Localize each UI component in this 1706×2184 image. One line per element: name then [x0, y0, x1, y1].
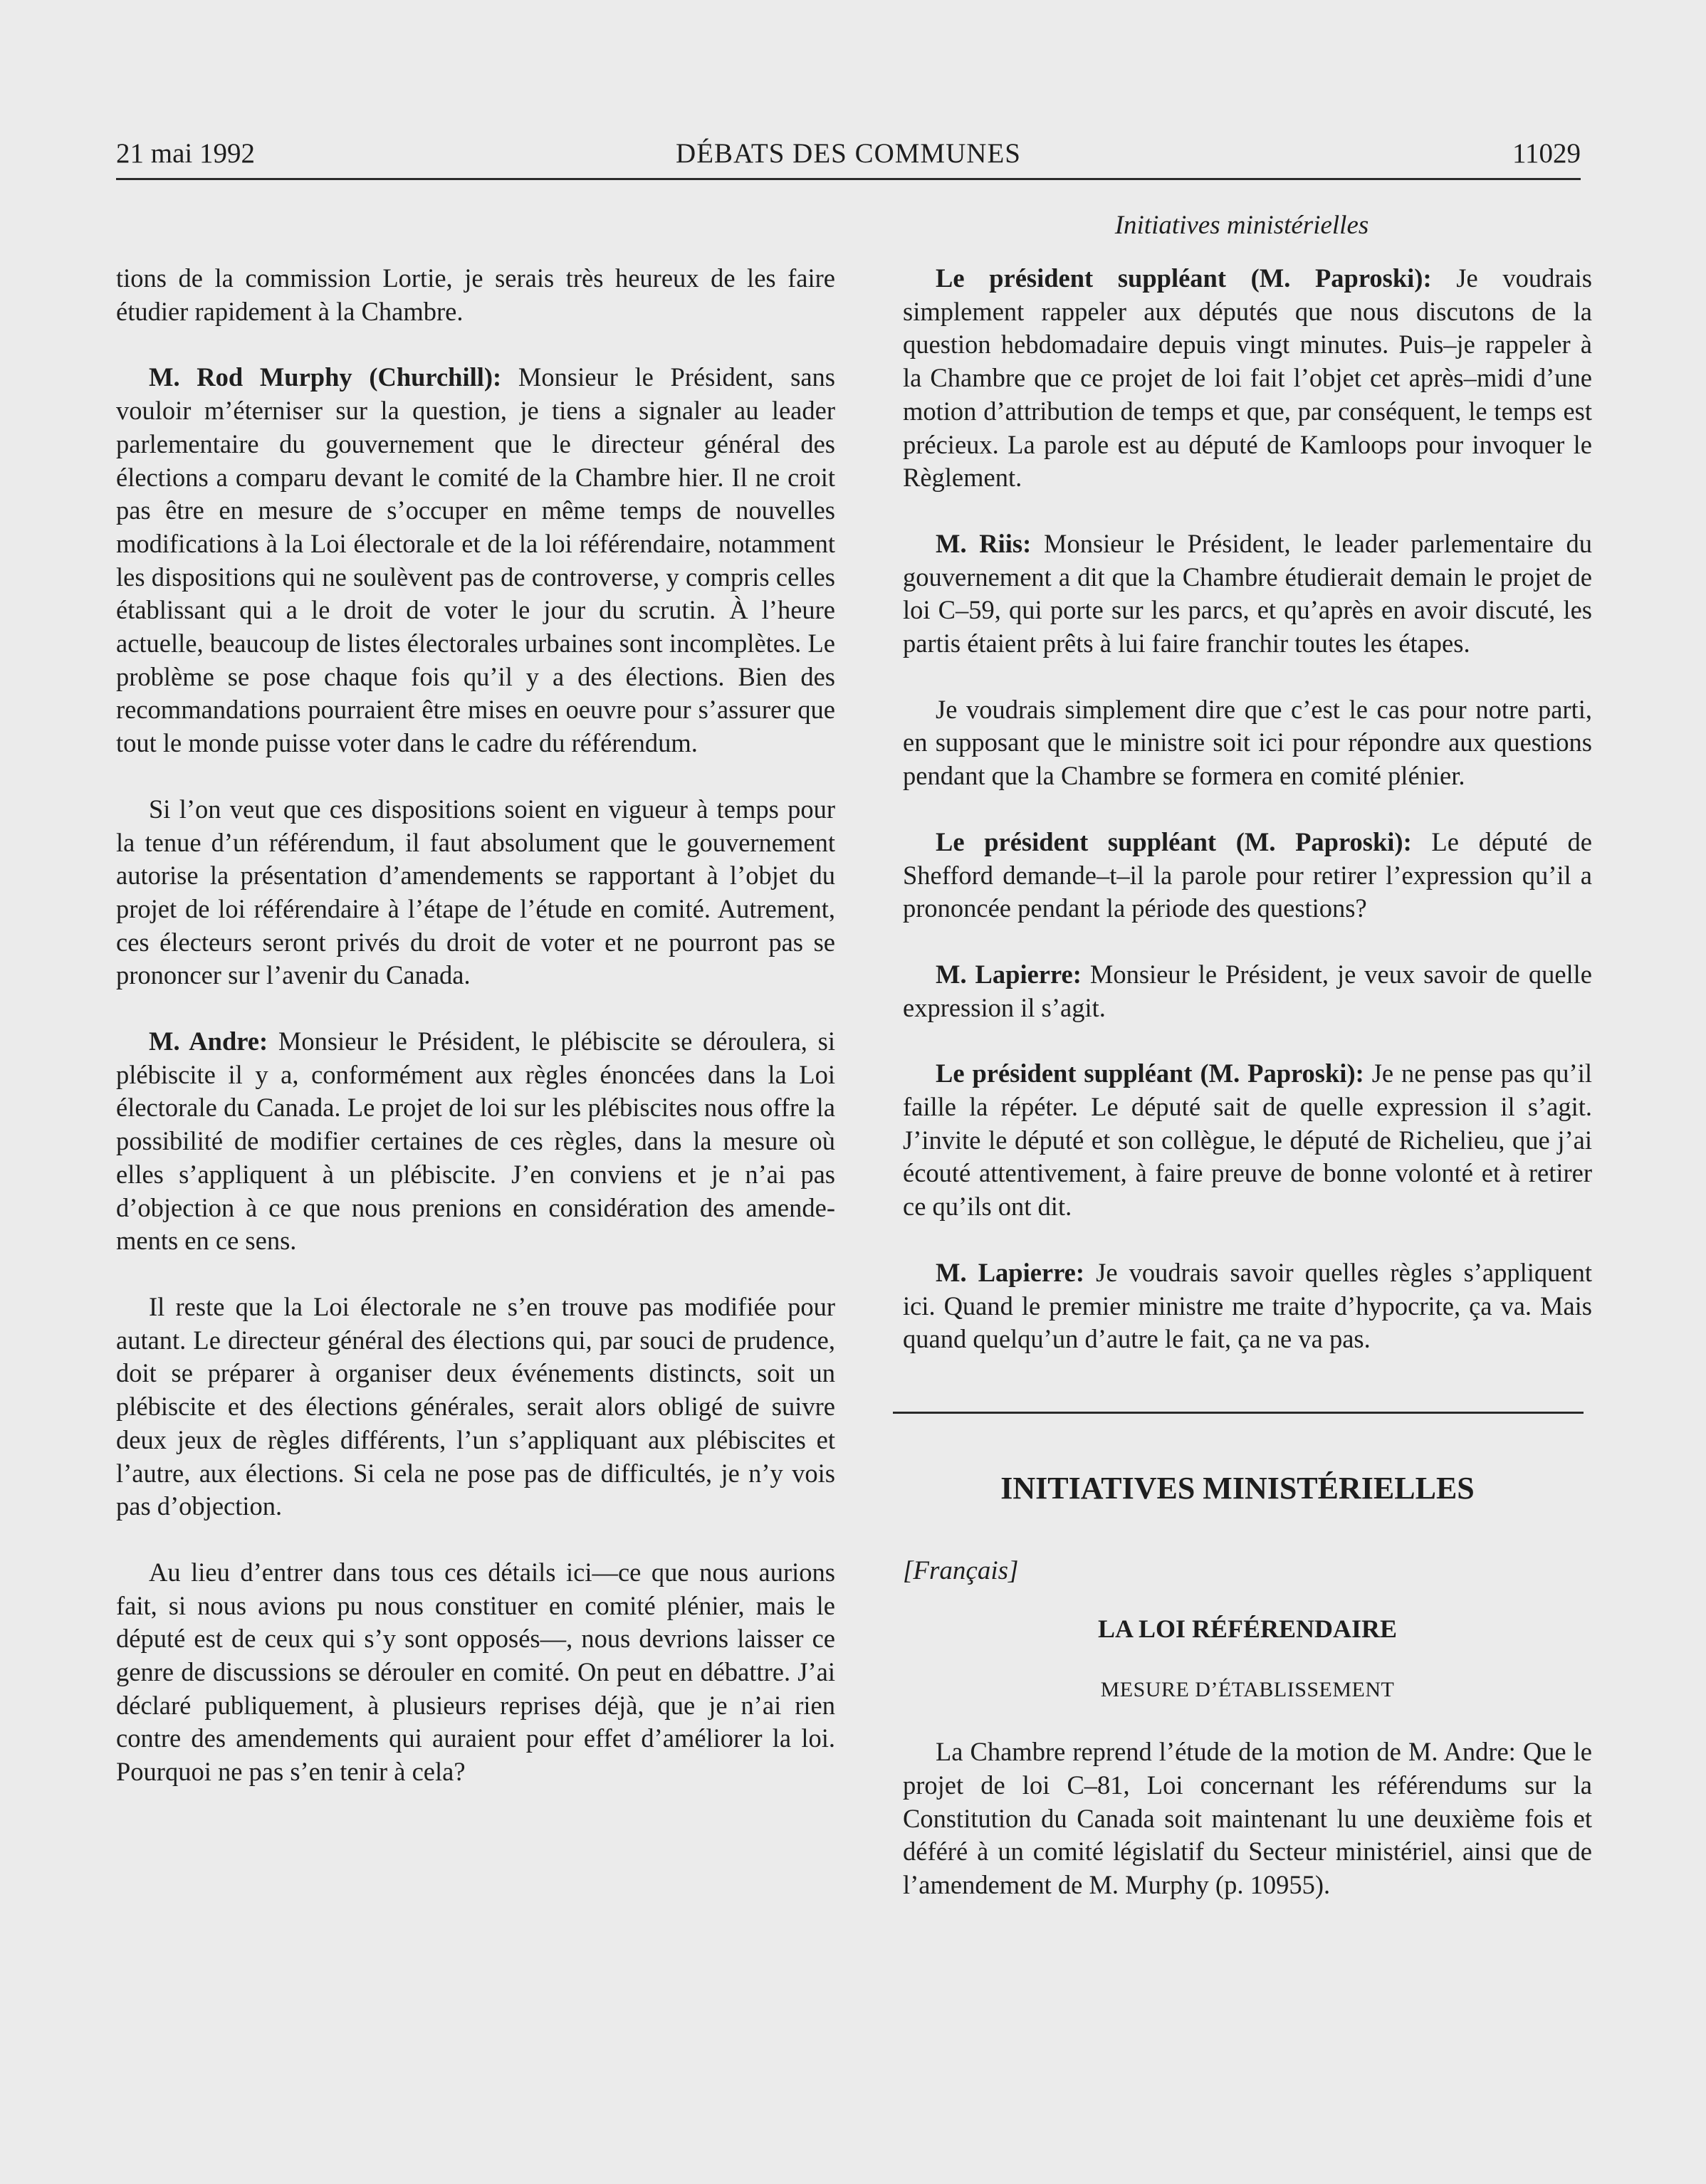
speaker-name: M. Andre: [149, 1027, 268, 1056]
left-column [116, 262, 835, 1822]
speaker-name: Le président suppléant (M. Paproski): [936, 826, 1412, 856]
paragraph-text: Monsieur le Président, le plébiscite se déroulera, si plébiscite il y a, conformément aux règles énoncées dans la Loi électorale du Canada. Le projet de loi sur les plébiscites nous offre la possibilité de modifier certaines de ces règles, dans la mesure où elles s’appliquent à un plébiscite. J’en conviens et je n’ai pas d’objection à ce que nous prenions en considération des amendements en ce sens. [116, 1027, 835, 1256]
paragraph [116, 1291, 835, 1523]
page-number: 11029 [1512, 138, 1581, 169]
paragraph [903, 1057, 1592, 1224]
paragraph [903, 1256, 1592, 1356]
section-title: INITIATIVES MINISTÉRIELLES [1000, 1470, 1475, 1506]
language-tag: [Français] [903, 1555, 1019, 1585]
paragraph-text: Je voudrais simplement rappeler aux députés que nous discutons de la question hebdomadaire depuis vingt minutes. Puis–je rappeler à la Chambre que ce projet de loi fait l’objet cet après–midi d’une motion d’attribution de temps et que, par conséquent, le temps est précieux. La parole est au député de Kamloops pour invoquer le Règlement. [903, 263, 1593, 493]
speaker-name: M. Rod Murphy (Churchill): [149, 362, 502, 392]
paragraph-text: La Chambre reprend l’étude de la motion de M. Andre: Que le projet de loi C–81, Loi concernant les référendums sur la Constitution du Canada soit maintenant lu une deuxième fois et déféré à un comité législatif du Secteur ministériel, ainsi que de l’amendement de M. Murphy (p. 10955). [903, 1737, 1592, 1899]
publication-title: DÉBATS DES COMMUNES [676, 138, 1021, 169]
header-date: 21 mai 1992 [116, 138, 255, 169]
paragraph [903, 958, 1592, 1024]
paragraph-text: Le député de Shefford demande–t–il la parole pour retirer l’expression qu’il a prononcée pendant la période des questions? [903, 826, 1593, 923]
paragraph [116, 793, 835, 992]
paragraph [116, 1025, 835, 1258]
paragraph-text: Si l’on veut que ces dispositions soient en vigueur à temps pour la tenue d’un référendum, il faut absolument que le gouvernement autorise la présentation d’amendements se rapportant à l’objet du projet de loi référendaire à l’étape de l’étude en comité. Autrement, ces électeurs seront privés du droit de voter et ne pourront pas se prononcer sur l’avenir du Canada. [116, 794, 835, 990]
paragraph-text: Monsieur le Président, sans vouloir m’éterniser sur la question, je tiens a signaler au leader parlementaire du gouvernement que le directeur général des élections a comparu devant le comité de la Chambre hier. Il ne croit pas être en mesure de s’occuper en même temps de nouvelles modifications à la Loi électorale et de la loi référendaire, notamment les dispositions qui ne soulèvent pas de controverse, y compris celles établissant qui a le droit de voter le jour du scrutin. À l’heure actuelle, beaucoup de listes électorales urbaines sont incomplètes. Le problème se pose chaque fois qu’il y a des élections. Bien des recommandations pourraient être mises en oeuvre pour s’assurer que tout le monde puisse voter dans le cadre du référendum. [116, 362, 836, 758]
speaker-name: M. Lapierre: [936, 959, 1082, 989]
stage-heading: MESURE D’ÉTABLISSEMENT [1100, 1678, 1395, 1702]
right-column [903, 262, 1592, 1935]
paragraph [116, 1556, 835, 1789]
paragraph [116, 361, 835, 760]
speaker-name: M. Riis: [936, 528, 1032, 558]
paragraph [116, 262, 835, 328]
section-divider [893, 1412, 1584, 1414]
paragraph-text: Au lieu d’entrer dans tous ces détails ici—ce que nous aurions fait, si nous avions pu nous constituer en comité plénier, mais le député est de ceux qui s’y sont opposés—, nous devrions laisser ce genre de discussions se dérouler en comité. On peut en débattre. J’ai déclaré publiquement, à plusieurs reprises déjà, que je n’ai rien contre des amendements qui auraient pour effet d’améliorer la loi. Pourquoi ne pas s’en tenir à cela? [116, 1557, 835, 1787]
paragraph [903, 693, 1592, 793]
running-head: Initiatives ministérielles [1114, 211, 1369, 240]
paragraph-text: Je ne pense pas qu’il faille la répéter. Le député sait de quelle expression il s’agit. J’invite le député et son collègue, le député de Richelieu, que j’ai écouté attentivement, à faire preuve de bonne volonté et à retirer ce qu’ils ont dit. [903, 1059, 1592, 1222]
speaker-name: Le président suppléant (M. Paproski): [936, 263, 1432, 293]
speaker-name: M. Lapierre: [936, 1257, 1085, 1287]
paragraph-text: Monsieur le Président, le leader parlementaire du gouvernement a dit que la Chambre étudierait demain le projet de loi C–59, qui porte sur les parcs, et qu’après en avoir discuté, les partis étaient prêts à lui faire franchir toutes les étapes. [903, 528, 1593, 658]
paragraph-text: Il reste que la Loi électorale ne s’en trouve pas modifiée pour autant. Le directeur général des élections qui, par souci de prudence, doit se préparer à organiser deux événements distincts, soit un plébiscite et des élections générales, serait alors obligé de suivre deux jeux de règles différents, l’un s’appliquant aux plébiscites et l’autre, aux élections. Si cela ne pose pas de difficultés, je n’y vois pas d’objection. [116, 1291, 835, 1521]
page-header [116, 137, 1581, 180]
paragraph-text: Monsieur le Président, je veux savoir de quelle expression il s’agit. [903, 959, 1593, 1022]
paragraph-text: Je voudrais simplement dire que c’est le cas pour notre parti, en supposant que le ministre soit ici pour répondre aux questions pendant que la Chambre se formera en comité plénier. [903, 694, 1592, 791]
bill-title: LA LOI RÉFÉRENDAIRE [1097, 1614, 1398, 1643]
paragraph-text: Je voudrais savoir quelles règles s’appliquent ici. Quand le premier ministre me traite d’hypocrite, ça va. Mais quand quelqu’un d’autre le fait, ça ne va pas. [903, 1257, 1593, 1354]
paragraph [903, 262, 1592, 495]
speaker-name: Le président suppléant (M. Paproski): [936, 1059, 1364, 1088]
paragraph-text: tions de la commission Lortie, je serais très heureux de les faire étudier rapidement à la Chambre. [116, 263, 835, 326]
paragraph [903, 527, 1592, 661]
paragraph [903, 826, 1592, 925]
paragraph [903, 1736, 1592, 1902]
